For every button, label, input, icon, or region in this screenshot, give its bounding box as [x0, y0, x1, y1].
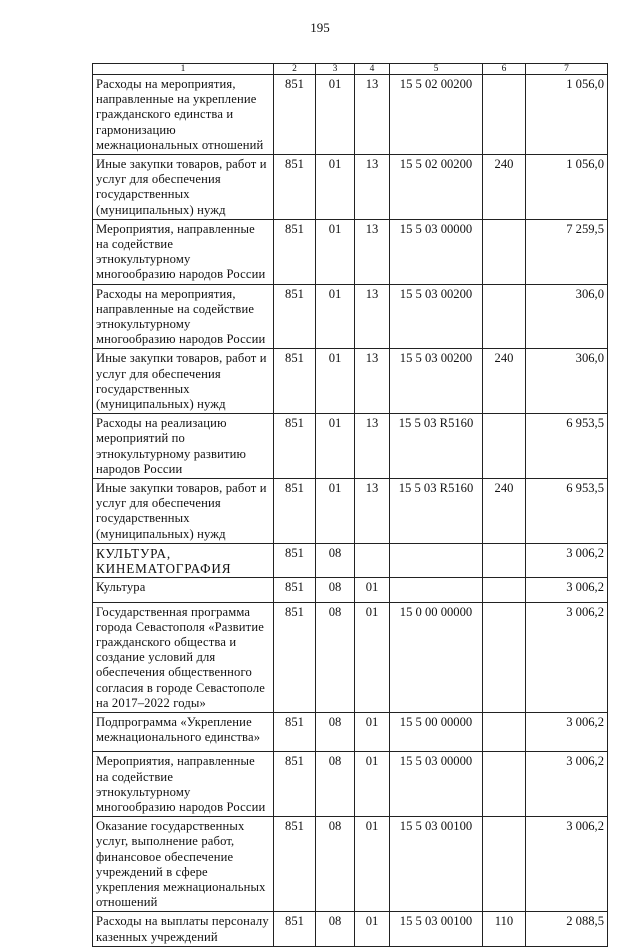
section-code: 01 — [316, 349, 355, 414]
expense-type-code — [483, 543, 526, 577]
expense-type-code — [483, 578, 526, 602]
expense-name: Иные закупки товаров, работ и услуг для обеспечения государственных (муниципальных) нужд — [93, 479, 274, 544]
section-code: 08 — [316, 602, 355, 712]
ministry-code: 851 — [274, 75, 316, 155]
expense-name: КУЛЬТУРА, КИНЕМАТОГРАФИЯ — [93, 543, 274, 577]
section-code: 01 — [316, 155, 355, 220]
subsection-code — [355, 543, 390, 577]
subsection-code: 01 — [355, 817, 390, 912]
amount: 2 088,5 — [526, 912, 608, 946]
ministry-code: 851 — [274, 349, 316, 414]
target-article-code — [390, 543, 483, 577]
section-code: 08 — [316, 912, 355, 946]
expense-name: Мероприятия, направленные на содействие этнокультурному многообразию народов России — [93, 219, 274, 284]
amount: 7 259,5 — [526, 219, 608, 284]
expense-type-code: 240 — [483, 479, 526, 544]
section-code: 08 — [316, 578, 355, 602]
subsection-code: 13 — [355, 349, 390, 414]
table-row — [93, 602, 608, 712]
section-code: 01 — [316, 75, 355, 155]
expense-type-code — [483, 75, 526, 155]
amount: 3 006,2 — [526, 712, 608, 751]
expense-name: Расходы на выплаты персоналу казенных учреждений — [93, 912, 274, 946]
expense-name: Государственная программа города Севастополя «Развитие гражданского общества и создание условий для обеспечения общественного согласия в городе Севастополе на 2017–2022 годы» — [93, 602, 274, 712]
expense-type-code — [483, 817, 526, 912]
subsection-code: 01 — [355, 912, 390, 946]
expense-name: Расходы на мероприятия, направленные на содействие этнокультурному многообразию народов России — [93, 284, 274, 349]
ministry-code: 851 — [274, 817, 316, 912]
section-code: 08 — [316, 543, 355, 577]
expense-type-code — [483, 219, 526, 284]
ministry-code: 851 — [274, 912, 316, 946]
target-article-code: 15 5 03 00100 — [390, 817, 483, 912]
section-code: 08 — [316, 752, 355, 817]
amount: 1 056,0 — [526, 155, 608, 220]
table-row — [93, 479, 608, 544]
table-row — [93, 712, 608, 751]
table-row — [93, 75, 608, 155]
expense-type-code — [483, 712, 526, 751]
column-header: 5 — [390, 64, 483, 75]
ministry-code: 851 — [274, 578, 316, 602]
expense-name: Иные закупки товаров, работ и услуг для обеспечения государственных (муниципальных) нужд — [93, 155, 274, 220]
header-row — [93, 64, 608, 75]
amount: 3 006,2 — [526, 817, 608, 912]
ministry-code: 851 — [274, 155, 316, 220]
table-row — [93, 752, 608, 817]
ministry-code: 851 — [274, 414, 316, 479]
target-article-code: 15 5 03 R5160 — [390, 479, 483, 544]
ministry-code: 851 — [274, 752, 316, 817]
expense-name: Расходы на мероприятия, направленные на укрепление гражданского единства и гармонизацию межнациональных отношений — [93, 75, 274, 155]
section-code: 08 — [316, 817, 355, 912]
column-header: 6 — [483, 64, 526, 75]
table-row — [93, 414, 608, 479]
target-article-code: 15 5 00 00000 — [390, 712, 483, 751]
column-header: 3 — [316, 64, 355, 75]
target-article-code: 15 5 03 00000 — [390, 219, 483, 284]
ministry-code: 851 — [274, 543, 316, 577]
column-header: 7 — [526, 64, 608, 75]
expense-type-code: 240 — [483, 349, 526, 414]
expense-name: Оказание государственных услуг, выполнение работ, финансовое обеспечение учреждений в сфере укрепления межнациональных отношений — [93, 817, 274, 912]
budget-table — [92, 63, 608, 947]
section-code: 01 — [316, 479, 355, 544]
expense-type-code — [483, 752, 526, 817]
column-header: 4 — [355, 64, 390, 75]
table-row — [93, 219, 608, 284]
ministry-code: 851 — [274, 479, 316, 544]
amount: 306,0 — [526, 284, 608, 349]
expense-type-code: 240 — [483, 155, 526, 220]
amount: 3 006,2 — [526, 578, 608, 602]
subsection-code: 13 — [355, 75, 390, 155]
subsection-code: 01 — [355, 602, 390, 712]
ministry-code: 851 — [274, 712, 316, 751]
ministry-code: 851 — [274, 284, 316, 349]
expense-type-code — [483, 602, 526, 712]
amount: 6 953,5 — [526, 414, 608, 479]
target-article-code: 15 5 02 00200 — [390, 155, 483, 220]
table-row — [93, 578, 608, 602]
subsection-code: 13 — [355, 219, 390, 284]
table-row — [93, 817, 608, 912]
table-row — [93, 912, 608, 946]
table-row — [93, 349, 608, 414]
amount: 6 953,5 — [526, 479, 608, 544]
target-article-code — [390, 578, 483, 602]
section-code: 01 — [316, 414, 355, 479]
section-code: 01 — [316, 284, 355, 349]
expense-name: Подпрограмма «Укрепление межнационального единства» — [93, 712, 274, 751]
subsection-code: 01 — [355, 578, 390, 602]
expense-type-code — [483, 414, 526, 479]
amount: 3 006,2 — [526, 752, 608, 817]
target-article-code: 15 5 03 R5160 — [390, 414, 483, 479]
table-row — [93, 543, 608, 577]
ministry-code: 851 — [274, 219, 316, 284]
column-header: 2 — [274, 64, 316, 75]
amount: 306,0 — [526, 349, 608, 414]
expense-name: Культура — [93, 578, 274, 602]
target-article-code: 15 0 00 00000 — [390, 602, 483, 712]
target-article-code: 15 5 03 00200 — [390, 284, 483, 349]
subsection-code: 01 — [355, 712, 390, 751]
target-article-code: 15 5 02 00200 — [390, 75, 483, 155]
target-article-code: 15 5 03 00000 — [390, 752, 483, 817]
expense-name: Мероприятия, направленные на содействие этнокультурному многообразию народов России — [93, 752, 274, 817]
amount: 1 056,0 — [526, 75, 608, 155]
amount: 3 006,2 — [526, 543, 608, 577]
section-code: 01 — [316, 219, 355, 284]
page-number: 195 — [310, 20, 330, 35]
expense-type-code — [483, 284, 526, 349]
target-article-code: 15 5 03 00200 — [390, 349, 483, 414]
subsection-code: 13 — [355, 284, 390, 349]
amount: 3 006,2 — [526, 602, 608, 712]
table-row — [93, 284, 608, 349]
expense-type-code: 110 — [483, 912, 526, 946]
ministry-code: 851 — [274, 602, 316, 712]
target-article-code: 15 5 03 00100 — [390, 912, 483, 946]
subsection-code: 13 — [355, 414, 390, 479]
column-header: 1 — [93, 64, 274, 75]
expense-name: Иные закупки товаров, работ и услуг для обеспечения государственных (муниципальных) нужд — [93, 349, 274, 414]
expense-name: Расходы на реализацию мероприятий по этнокультурному развитию народов России — [93, 414, 274, 479]
subsection-code: 13 — [355, 479, 390, 544]
section-code: 08 — [316, 712, 355, 751]
table-row — [93, 155, 608, 220]
subsection-code: 01 — [355, 752, 390, 817]
subsection-code: 13 — [355, 155, 390, 220]
